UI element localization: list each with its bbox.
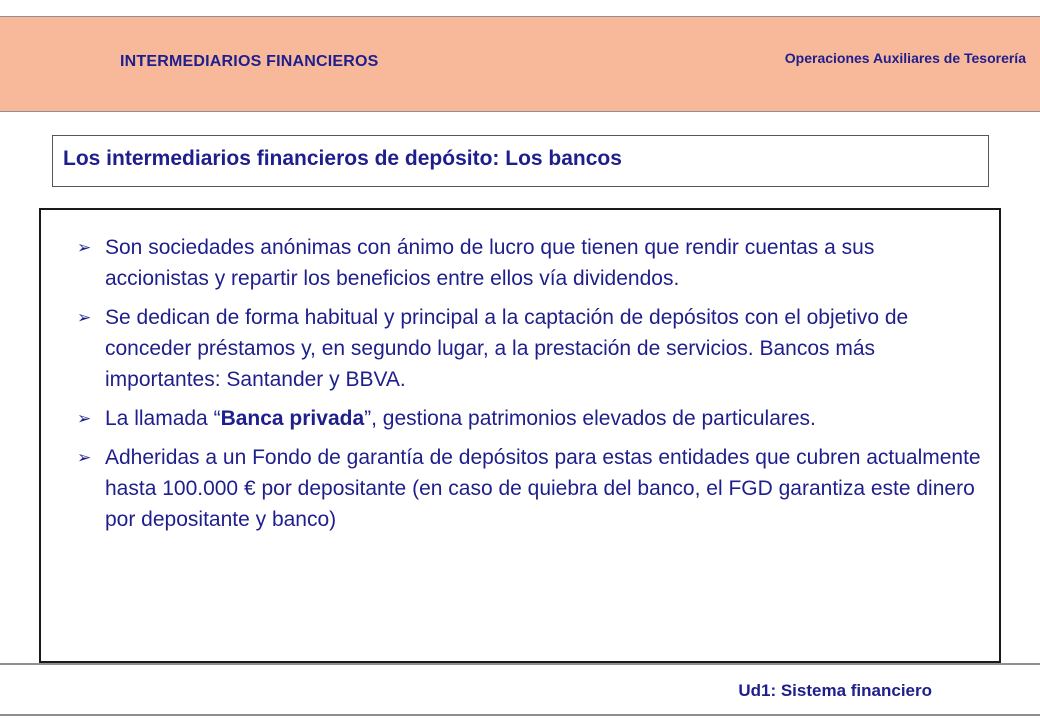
section-title-box [52,135,989,187]
header-right-title: Operaciones Auxiliares de Tesorería [784,50,1026,66]
bullet-text-1: Son sociedades anónimas con ánimo de lucro que tienen que rendir cuentas a sus accionistas y repartir los beneficios entre ellos vía dividendos. [105,236,875,290]
bullet-item-2 [77,302,982,395]
bullet-list [77,232,982,543]
footer-unit-label: Ud1: Sistema financiero [738,681,932,700]
arrow-bullet-icon: ➢ [77,409,92,428]
bullet-text-2: Se dedican de forma habitual y principal a la captación de depósitos con el objetivo de conceder préstamos y, en segundo lugar, a la prestación de servicios. Bancos más importantes: Santander y BBVA. [105,306,909,391]
bullet-item-3 [77,403,982,434]
arrow-bullet-icon: ➢ [77,448,92,467]
header-left-title: INTERMEDIARIOS FINANCIEROS [120,53,379,70]
bullet-item-1 [77,232,982,294]
bullet-text-4: Adheridas a un Fondo de garantía de depósitos para estas entidades que cubren actualmente hasta 100.000 € por depositante (en caso de quiebra del banco, el FGD garantiza este dinero por depositante y banco) [105,446,981,531]
footer-divider-bottom [0,714,1040,716]
bullet-text-3-post: ”, gestiona patrimonios elevados de particulares. [364,407,816,430]
arrow-bullet-icon: ➢ [77,238,92,257]
bullet-item-4 [77,442,982,535]
header-band [0,16,1040,112]
section-title: Los intermediarios financieros de depósito: Los bancos [63,147,622,170]
bullet-text-3-pre: La llamada “ [105,407,221,430]
content-box [39,208,1001,663]
arrow-bullet-icon: ➢ [77,308,92,327]
footer-divider-top [0,663,1040,665]
bullet-text-3-bold: Banca privada [220,407,365,430]
